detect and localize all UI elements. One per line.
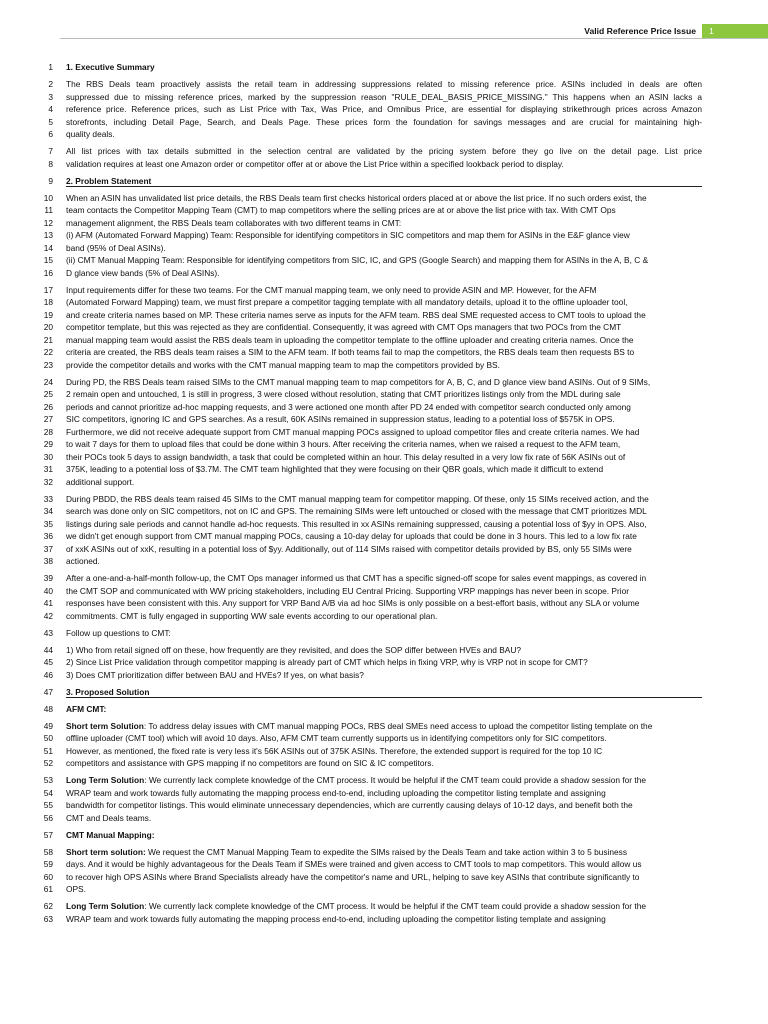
line-text: All list prices with tax details submitted in the selection central are validated by the pricing system before they go live on the detail page. List price	[66, 146, 702, 156]
line-text: band (95% of Deal ASINs).	[66, 242, 166, 253]
line-number: 46	[43, 669, 53, 680]
line-number: 50	[43, 733, 53, 743]
line-number: 60	[43, 871, 53, 882]
text-line	[0, 913, 768, 926]
line-text: to wait 7 days for them to upload files that could be done within 3 hours. After receiving the criteria names, when we raised a request to the AFM team,	[66, 439, 621, 449]
line-text: 2. Problem Statement	[66, 175, 702, 188]
line-text: management alignment, the RBS Deals team collaborates with two different teams in CMT:	[66, 217, 402, 228]
line-text: SIC competitors, ignoring IC and GPS searches. As a result, 60K ASINs remained in suppression status, leading to a potential loss of $575K in OPS.	[66, 414, 615, 424]
line-number: 26	[43, 401, 53, 412]
line-number: 28	[43, 426, 53, 437]
line-text: (ii) CMT Manual Mapping Team: Responsible for identifying competitors from SIC, IC, and GPS (Google Search) and mapping them for ASINs in the A, B, C &	[66, 255, 649, 265]
section-heading-line	[0, 703, 768, 716]
line-text: to recover high OPS ASINs where Brand Specialists already have the competitor's name and URL, helping to save key ASINs that contribute significantly to	[66, 871, 640, 882]
line-number: 11	[44, 205, 53, 215]
line-text: During PD, the RBS Deals team raised SIMs to the CMT manual mapping team to map competitors for A, B, C, and D glance view band ASINs. Out of 9 SIMs,	[66, 376, 651, 387]
text-line	[0, 720, 768, 733]
line-number: 39	[43, 573, 53, 583]
line-text: AFM CMT:	[66, 703, 107, 714]
line-number: 42	[43, 610, 53, 621]
text-line	[0, 463, 768, 476]
text-line	[0, 871, 768, 884]
text-line	[0, 774, 768, 787]
text-line	[0, 254, 768, 267]
line-text: 2 remain open and untouched, 1 is still in progress, 3 were closed without resolution, stating that CMT prioritizes listings only from the MDL during sale	[66, 389, 621, 399]
text-line	[0, 585, 768, 598]
text-line	[0, 128, 768, 141]
line-number: 16	[43, 267, 53, 278]
line-text: periods and cannot prioritize ad-hoc mapping requests, and 3 were actioned one month after PD 24 ended with competitor search conducted only among	[66, 401, 631, 412]
text-line	[0, 597, 768, 610]
line-text: bandwidth for competitor listings. This would eliminate unnecessary dependencies, which are currently causing delays of 10-12 days, and benefit both the	[66, 800, 633, 810]
line-number: 56	[43, 812, 53, 823]
line-number: 37	[43, 543, 53, 554]
text-line	[0, 426, 768, 439]
text-line	[0, 145, 768, 158]
text-line	[0, 346, 768, 359]
text-line	[0, 438, 768, 451]
line-number: 57	[43, 829, 53, 840]
line-text: Furthermore, we did not receive adequate support from CMT manual mapping POCs assigned to upload competitor files and create criteria names. We had	[66, 426, 640, 437]
line-text: commitments. CMT is fully engaged in supporting WW sale events according to our operational plan.	[66, 610, 438, 621]
line-number: 35	[43, 518, 53, 529]
bold-lead-in: Long Term Solution	[66, 901, 145, 911]
line-text: 2) Since List Price validation through competitor mapping is already part of CMT which helps in fixing VRP, why is VRP not in scope for CMT?	[66, 657, 588, 667]
text-line	[0, 812, 768, 825]
line-number: 63	[43, 913, 53, 924]
line-text: competitor template, but this was rejected as they are confidential. Consequently, it was agreed with CMT Ops managers that two POCs from the CMT	[66, 322, 622, 332]
text-line	[0, 543, 768, 556]
text-line	[0, 401, 768, 414]
line-text: responses have been consistent with this. Any support for VRP Band A/B via ad hoc SIMs is only possible on a best-effort basis, without any SLA or volume	[66, 598, 640, 608]
line-text: Short term solution: We request the CMT Manual Mapping Team to expedite the SIMs raised by the Deals Team and take action within 3 to 5 business	[66, 846, 627, 857]
line-text: Long Term Solution: We currently lack complete knowledge of the CMT process. It would be helpful if the CMT team could provide a shadow session for the	[66, 775, 646, 785]
line-text: 3) Does CMT prioritization differ between BAU and HVEs? If yes, on what basis?	[66, 669, 364, 680]
line-number: 21	[43, 334, 53, 345]
line-text: After a one-and-a-half-month follow-up, the CMT Ops manager informed us that CMT has a specific signed-off scope for sales event mappings, as covered in	[66, 573, 647, 583]
line-text: actioned.	[66, 556, 100, 566]
line-number: 4	[48, 104, 53, 114]
line-number: 43	[43, 627, 53, 638]
line-number: 48	[43, 703, 53, 714]
line-number: 5	[48, 116, 53, 127]
line-number: 32	[43, 476, 53, 487]
line-text: manual mapping team would assist the RBS deals team in uploading the competitor template to the offline uploader and creating criteria names. Once the	[66, 334, 634, 345]
text-line	[0, 242, 768, 255]
document-body	[0, 61, 768, 925]
line-text: Input requirements differ for these two teams. For the CMT manual mapping team, we only need to provide ASIN and MP. However, for the AFM	[66, 284, 597, 295]
text-line	[0, 627, 768, 640]
line-text: Short term Solution: To address delay issues with CMT manual mapping POCs, RBS deal SMEs need access to upload the competitor listing template on the	[66, 720, 653, 731]
text-line	[0, 359, 768, 372]
line-text: WRAP team and work towards fully automating the mapping process end-to-end, including uploading the competitor listing template and assigning	[66, 787, 606, 798]
line-number: 15	[43, 255, 53, 265]
text-line	[0, 846, 768, 859]
line-number: 47	[43, 686, 53, 697]
line-text: Long Term Solution: We currently lack complete knowledge of the CMT process. It would be helpful if the CMT team could provide a shadow session for the	[66, 901, 646, 911]
line-number: 45	[43, 657, 53, 667]
line-number: 12	[43, 217, 53, 228]
text-line	[0, 518, 768, 531]
line-text: competitors and assistance with GPS mapping if no competitors are found on SIC & IC competitors.	[66, 758, 434, 768]
line-number: 18	[43, 297, 53, 307]
line-text: criteria are created, the RBS deals team raises a SIM to the AFM team. If both teams fail to map the competitors, the RBS deals team then requests BS to	[66, 347, 635, 357]
line-number: 54	[43, 787, 53, 798]
line-text: Follow up questions to CMT:	[66, 627, 171, 638]
page-number-badge: 1	[702, 24, 768, 38]
line-text: of xxK ASINs out of xxK, resulting in a potential loss of $yy. Additionally, out of 114 SIMs raised with competitor details provided by BS, only 55 SIMs were	[66, 543, 632, 554]
text-line	[0, 555, 768, 568]
text-line	[0, 883, 768, 896]
line-number: 40	[43, 585, 53, 596]
text-line	[0, 158, 768, 171]
line-text: OPS.	[66, 884, 86, 894]
line-text: listings during sale periods and cannot handle ad-hoc requests. This resulted in xx ASINs remaining suppressed, causing a potential loss of $yy in OPS. Also,	[66, 518, 647, 529]
line-number: 49	[43, 720, 53, 731]
page-header	[0, 24, 768, 38]
line-number: 34	[43, 506, 53, 516]
text-line	[0, 91, 768, 104]
text-line	[0, 78, 768, 91]
bold-lead-in: Short term solution:	[66, 846, 146, 857]
line-number: 24	[43, 376, 53, 387]
line-text: storefronts, including Detail Page, Search, and Deals Page. These prices form the foundation for savings messages and are crucial for maintaining high-	[66, 116, 702, 127]
line-number: 36	[43, 531, 53, 541]
line-text: we didn't get enough support from CMT manual mapping POCs, causing a 10-day delay for uploads that could be done in 3 hours. This led to a low fix rate	[66, 531, 637, 541]
line-number: 7	[48, 146, 53, 156]
line-number: 3	[48, 91, 53, 102]
line-text: WRAP team and work towards fully automating the mapping process end-to-end, including uploading the competitor listing template and assigning	[66, 913, 606, 924]
line-number: 27	[43, 414, 53, 424]
header-divider	[60, 38, 768, 39]
line-text: search was done only on SIC competitors, not on IC and GPS. The remaining SIMs were left untouched or closed with the message that CMT prioritizes MDL	[66, 506, 647, 516]
line-number: 2	[48, 79, 53, 89]
text-line	[0, 572, 768, 585]
line-number: 20	[43, 322, 53, 332]
line-text: 1. Executive Summary	[66, 62, 155, 72]
text-line	[0, 309, 768, 322]
bold-lead-in: Short term Solution	[66, 720, 144, 731]
line-number: 58	[43, 846, 53, 857]
text-line	[0, 284, 768, 297]
line-number: 53	[43, 775, 53, 785]
line-text: However, as mentioned, the fixed rate is very less it's 56K ASINs out of 375K ASINs. Therefore, the extended support is required for the top 10 IC	[66, 745, 603, 756]
line-text: CMT and Deals teams.	[66, 812, 152, 823]
line-text: (i) AFM (Automated Forward Mapping) Team: Responsible for identifying competitors in SIC competitors and map them for ASINs in the E&F glance view	[66, 230, 630, 240]
line-text: 1) Who from retail signed off on these, how frequently are they revisited, and does the SOP differ between HVEs and BAU?	[66, 644, 521, 655]
line-text: their POCs took 5 days to assign bandwidth, a task that could be completed within an hour. This delay resulted in a very low fix rate of 56K ASINs out of	[66, 451, 626, 462]
text-line	[0, 505, 768, 518]
text-line	[0, 103, 768, 116]
line-text: quality deals.	[66, 129, 115, 139]
text-line	[0, 217, 768, 230]
line-number: 52	[43, 758, 53, 768]
text-line	[0, 669, 768, 682]
line-number: 22	[43, 347, 53, 357]
line-text: CMT Manual Mapping:	[66, 829, 155, 840]
text-line	[0, 644, 768, 657]
text-line	[0, 296, 768, 309]
text-line	[0, 321, 768, 334]
line-text: additional support.	[66, 476, 135, 487]
line-text: suppressed due to missing reference prices, marked by the suppression reason "RULE_DEAL_BASIS_PRICE_MISSING." This happens when an ASIN lacks a	[66, 91, 702, 102]
text-line	[0, 334, 768, 347]
text-line	[0, 192, 768, 205]
line-text: reference price. Reference prices, such as List Price with Tax, Was Price, and Omnibus Price, are essential for displaying strikethrough prices across Amazon	[66, 104, 702, 114]
line-text: the CMT SOP and communicated with WW pricing stakeholders, including EU Central Pricing. Supporting VRP mappings has never been in scope. Prior	[66, 585, 630, 596]
line-number: 6	[48, 129, 53, 139]
text-line	[0, 493, 768, 506]
section-heading-line	[0, 175, 768, 188]
text-line	[0, 900, 768, 913]
text-line	[0, 799, 768, 812]
line-text: and create criteria names based on MP. These criteria names serve as inputs for the AFM team. RBS deal SME requested access to CMT tools to upload the	[66, 309, 646, 320]
text-line	[0, 610, 768, 623]
line-number: 55	[43, 800, 53, 810]
line-text: 3. Proposed Solution	[66, 686, 702, 699]
line-text: During PBDD, the RBS deals team raised 45 SIMs to the CMT manual mapping team for competitor mapping. Of these, only 15 SIMs received action, and the	[66, 493, 649, 504]
line-text: provide the competitor details and works with the CMT manual mapping team to map the competitors provided by BS.	[66, 359, 500, 370]
line-number: 9	[48, 175, 53, 186]
text-line	[0, 413, 768, 426]
text-line	[0, 267, 768, 280]
line-text: When an ASIN has unvalidated list price details, the RBS Deals team first checks historical orders placed at or above the list price. If no such orders exist, the	[66, 192, 647, 203]
bold-lead-in: Long Term Solution	[66, 775, 145, 785]
line-number: 14	[43, 242, 53, 253]
section-heading-line	[0, 61, 768, 74]
line-number: 1	[48, 62, 53, 72]
text-line	[0, 229, 768, 242]
text-line	[0, 376, 768, 389]
line-text: (Automated Forward Mapping) team, we must first prepare a competitor tagging template with all mandatory details, upload it to the offline uploader tool,	[66, 297, 628, 307]
text-line	[0, 656, 768, 669]
line-text: validation requires at least one Amazon order or competitor offer at or above the List Price within a specified lookback period to display.	[66, 158, 564, 169]
line-number: 10	[43, 192, 53, 203]
text-line	[0, 388, 768, 401]
text-line	[0, 204, 768, 217]
line-number: 17	[43, 284, 53, 295]
section-heading-line	[0, 686, 768, 699]
line-number: 51	[43, 745, 53, 756]
line-number: 61	[43, 884, 53, 894]
line-number: 30	[43, 451, 53, 462]
text-line	[0, 745, 768, 758]
line-number: 29	[43, 439, 53, 449]
text-line	[0, 787, 768, 800]
text-line	[0, 116, 768, 129]
line-number: 8	[48, 158, 53, 169]
document-title: Valid Reference Price Issue	[584, 26, 696, 36]
line-number: 44	[43, 644, 53, 655]
text-line	[0, 732, 768, 745]
text-line	[0, 451, 768, 464]
line-number: 31	[43, 464, 53, 474]
line-number: 59	[43, 859, 53, 869]
line-text: D glance view bands (5% of Deal ASINs).	[66, 267, 220, 278]
line-number: 19	[43, 309, 53, 320]
line-text: The RBS Deals team proactively assists the retail team in addressing suppressions related to missing reference price. ASINs included in deals are often	[66, 79, 702, 89]
line-text: team contacts the Competitor Mapping Team (CMT) to map competitors where the selling prices are at or above the list price with tax. With CMT Ops	[66, 205, 616, 215]
line-text: 375K, leading to a potential loss of $3.7M. The CMT team highlighted that they were focusing on their QBR goals, which made it difficult to extend	[66, 464, 604, 474]
line-text: days. And it would be highly advantageous for the Deals Team if SMEs were trained and given access to CMT tools to map competitors. This would allow us	[66, 859, 642, 869]
line-number: 13	[43, 230, 53, 240]
text-line	[0, 530, 768, 543]
text-line	[0, 858, 768, 871]
line-number: 33	[43, 493, 53, 504]
line-text: offline uploader (CMT tool) which will avoid 10 days. Also, AFM CMT team currently supports us in identifying competitors only for SIC competitors.	[66, 733, 607, 743]
text-line	[0, 476, 768, 489]
line-number: 23	[43, 359, 53, 370]
section-heading-line	[0, 829, 768, 842]
line-number: 62	[43, 901, 53, 911]
text-line	[0, 757, 768, 770]
line-number: 41	[43, 598, 53, 608]
line-number: 25	[43, 389, 53, 399]
line-number: 38	[43, 556, 53, 566]
